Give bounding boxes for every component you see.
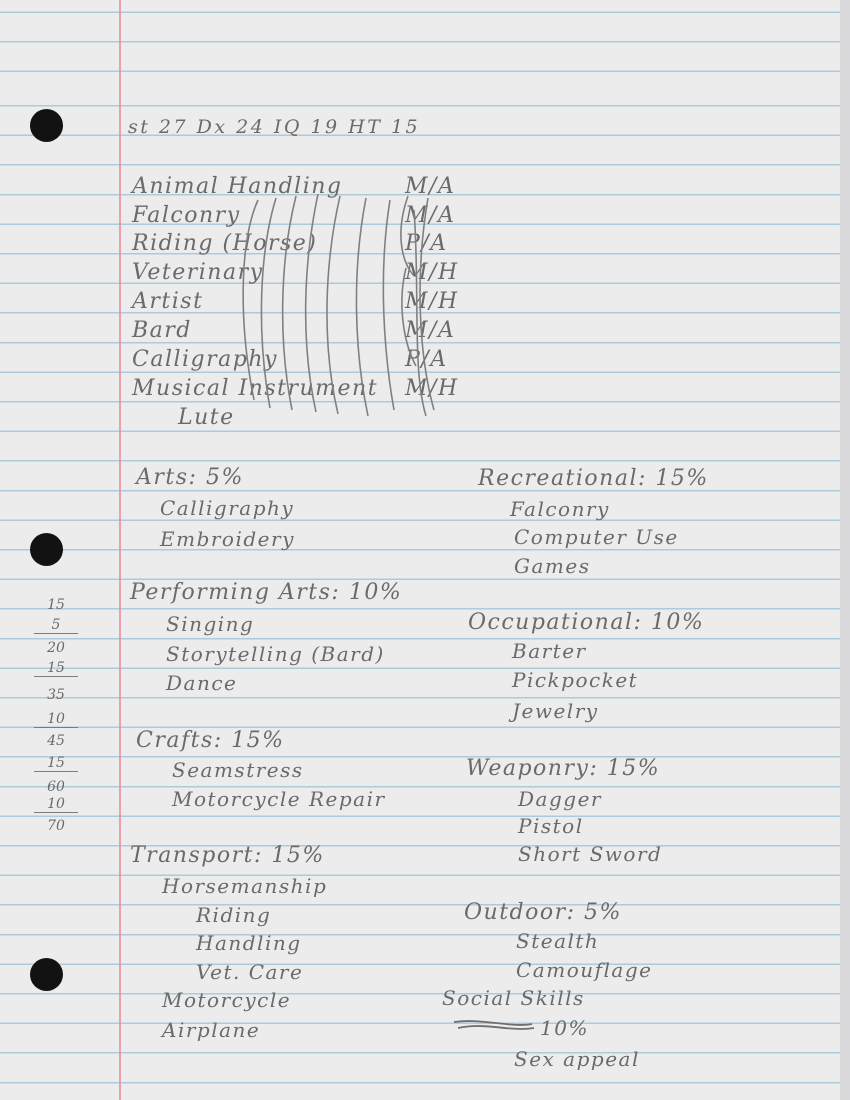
crossed-skill-name: Lute (178, 405, 235, 430)
skill-item: Seamstress (172, 758, 304, 782)
category-heading: Transport: 15% (130, 843, 325, 868)
skill-item: Vet. Care (196, 960, 304, 984)
skill-item: Falconry (510, 497, 610, 521)
skill-item: Games (514, 554, 591, 578)
crossed-skill-name: Calligraphy (132, 347, 278, 372)
margin-line (119, 0, 121, 1100)
crossed-skill-name: Falconry (132, 203, 241, 228)
punch-hole-icon (30, 958, 63, 991)
tally-number: 35 (47, 687, 65, 703)
crossed-skill-name: Artist (132, 289, 204, 314)
skill-item: Stealth (516, 929, 600, 953)
crossed-skill-type: M/H (405, 289, 459, 314)
crossed-skill-type: P/A (405, 347, 448, 372)
skill-item: Dagger (518, 787, 602, 811)
tally-number: 20 (47, 640, 65, 656)
skill-item: Sex appeal (514, 1047, 640, 1071)
tally-number: 70 (47, 818, 65, 834)
tally-number: 45 (47, 733, 65, 749)
social-percent: 10% (540, 1016, 589, 1040)
punch-hole-icon (30, 533, 63, 566)
skill-item: Motorcycle Repair (172, 787, 386, 811)
skill-item: Dance (166, 671, 238, 695)
skill-item: Airplane (162, 1018, 261, 1042)
skill-item: Riding (196, 903, 272, 927)
category-heading: Performing Arts: 10% (130, 580, 403, 605)
skill-item: Camouflage (516, 958, 653, 982)
skill-item: Singing (166, 612, 255, 636)
category-heading: Arts: 5% (136, 465, 244, 490)
skill-item: Handling (196, 931, 302, 955)
skill-item: Horsemanship (162, 874, 328, 898)
tally-number: 10 (34, 796, 78, 813)
category-heading: Weaponry: 15% (466, 756, 661, 781)
page-edge (840, 0, 850, 1100)
crossed-skill-name: Veterinary (132, 260, 264, 285)
tally-number: 10 (34, 711, 78, 728)
skill-item: Pistol (518, 814, 584, 838)
skill-item: Calligraphy (160, 496, 295, 520)
skill-item: Jewelry (512, 699, 599, 723)
tally-number: 15 (34, 660, 78, 677)
category-heading: Occupational: 10% (468, 610, 705, 635)
category-heading: Recreational: 15% (478, 466, 709, 491)
tally-number: 15 (47, 597, 65, 613)
category-heading: Social Skills (442, 986, 585, 1010)
stats-line: st 27 Dx 24 IQ 19 HT 15 (128, 116, 421, 138)
crossed-skill-name: Musical Instrument (132, 376, 379, 401)
skill-item: Computer Use (514, 525, 679, 549)
crossed-skill-name: Animal Handling (132, 174, 343, 199)
skill-item: Storytelling (Bard) (166, 642, 385, 666)
punch-hole-icon (30, 109, 63, 142)
crossed-skill-name: Bard (132, 318, 192, 343)
category-heading: Outdoor: 5% (464, 900, 622, 925)
tally-number: 15 (34, 755, 78, 772)
category-heading: Crafts: 15% (136, 728, 285, 753)
crossed-skill-type: M/H (405, 260, 459, 285)
crossed-skill-type: P/A (405, 231, 448, 256)
scribble-out-marks (128, 170, 458, 430)
crossed-skill-type: M/A (405, 174, 456, 199)
crossed-skill-type: M/A (405, 203, 456, 228)
skill-item: Short Sword (518, 842, 663, 866)
skill-item: Barter (512, 639, 587, 663)
tally-number: 60 (47, 779, 65, 795)
tally-number: 5 (34, 617, 78, 634)
crossed-skill-type: M/H (405, 376, 459, 401)
skill-item: Embroidery (160, 527, 295, 551)
crossed-skill-type: M/A (405, 318, 456, 343)
skill-item: Motorcycle (162, 988, 292, 1012)
skill-item: Pickpocket (512, 668, 639, 692)
crossed-skill-name: Riding (Horse) (132, 231, 318, 256)
